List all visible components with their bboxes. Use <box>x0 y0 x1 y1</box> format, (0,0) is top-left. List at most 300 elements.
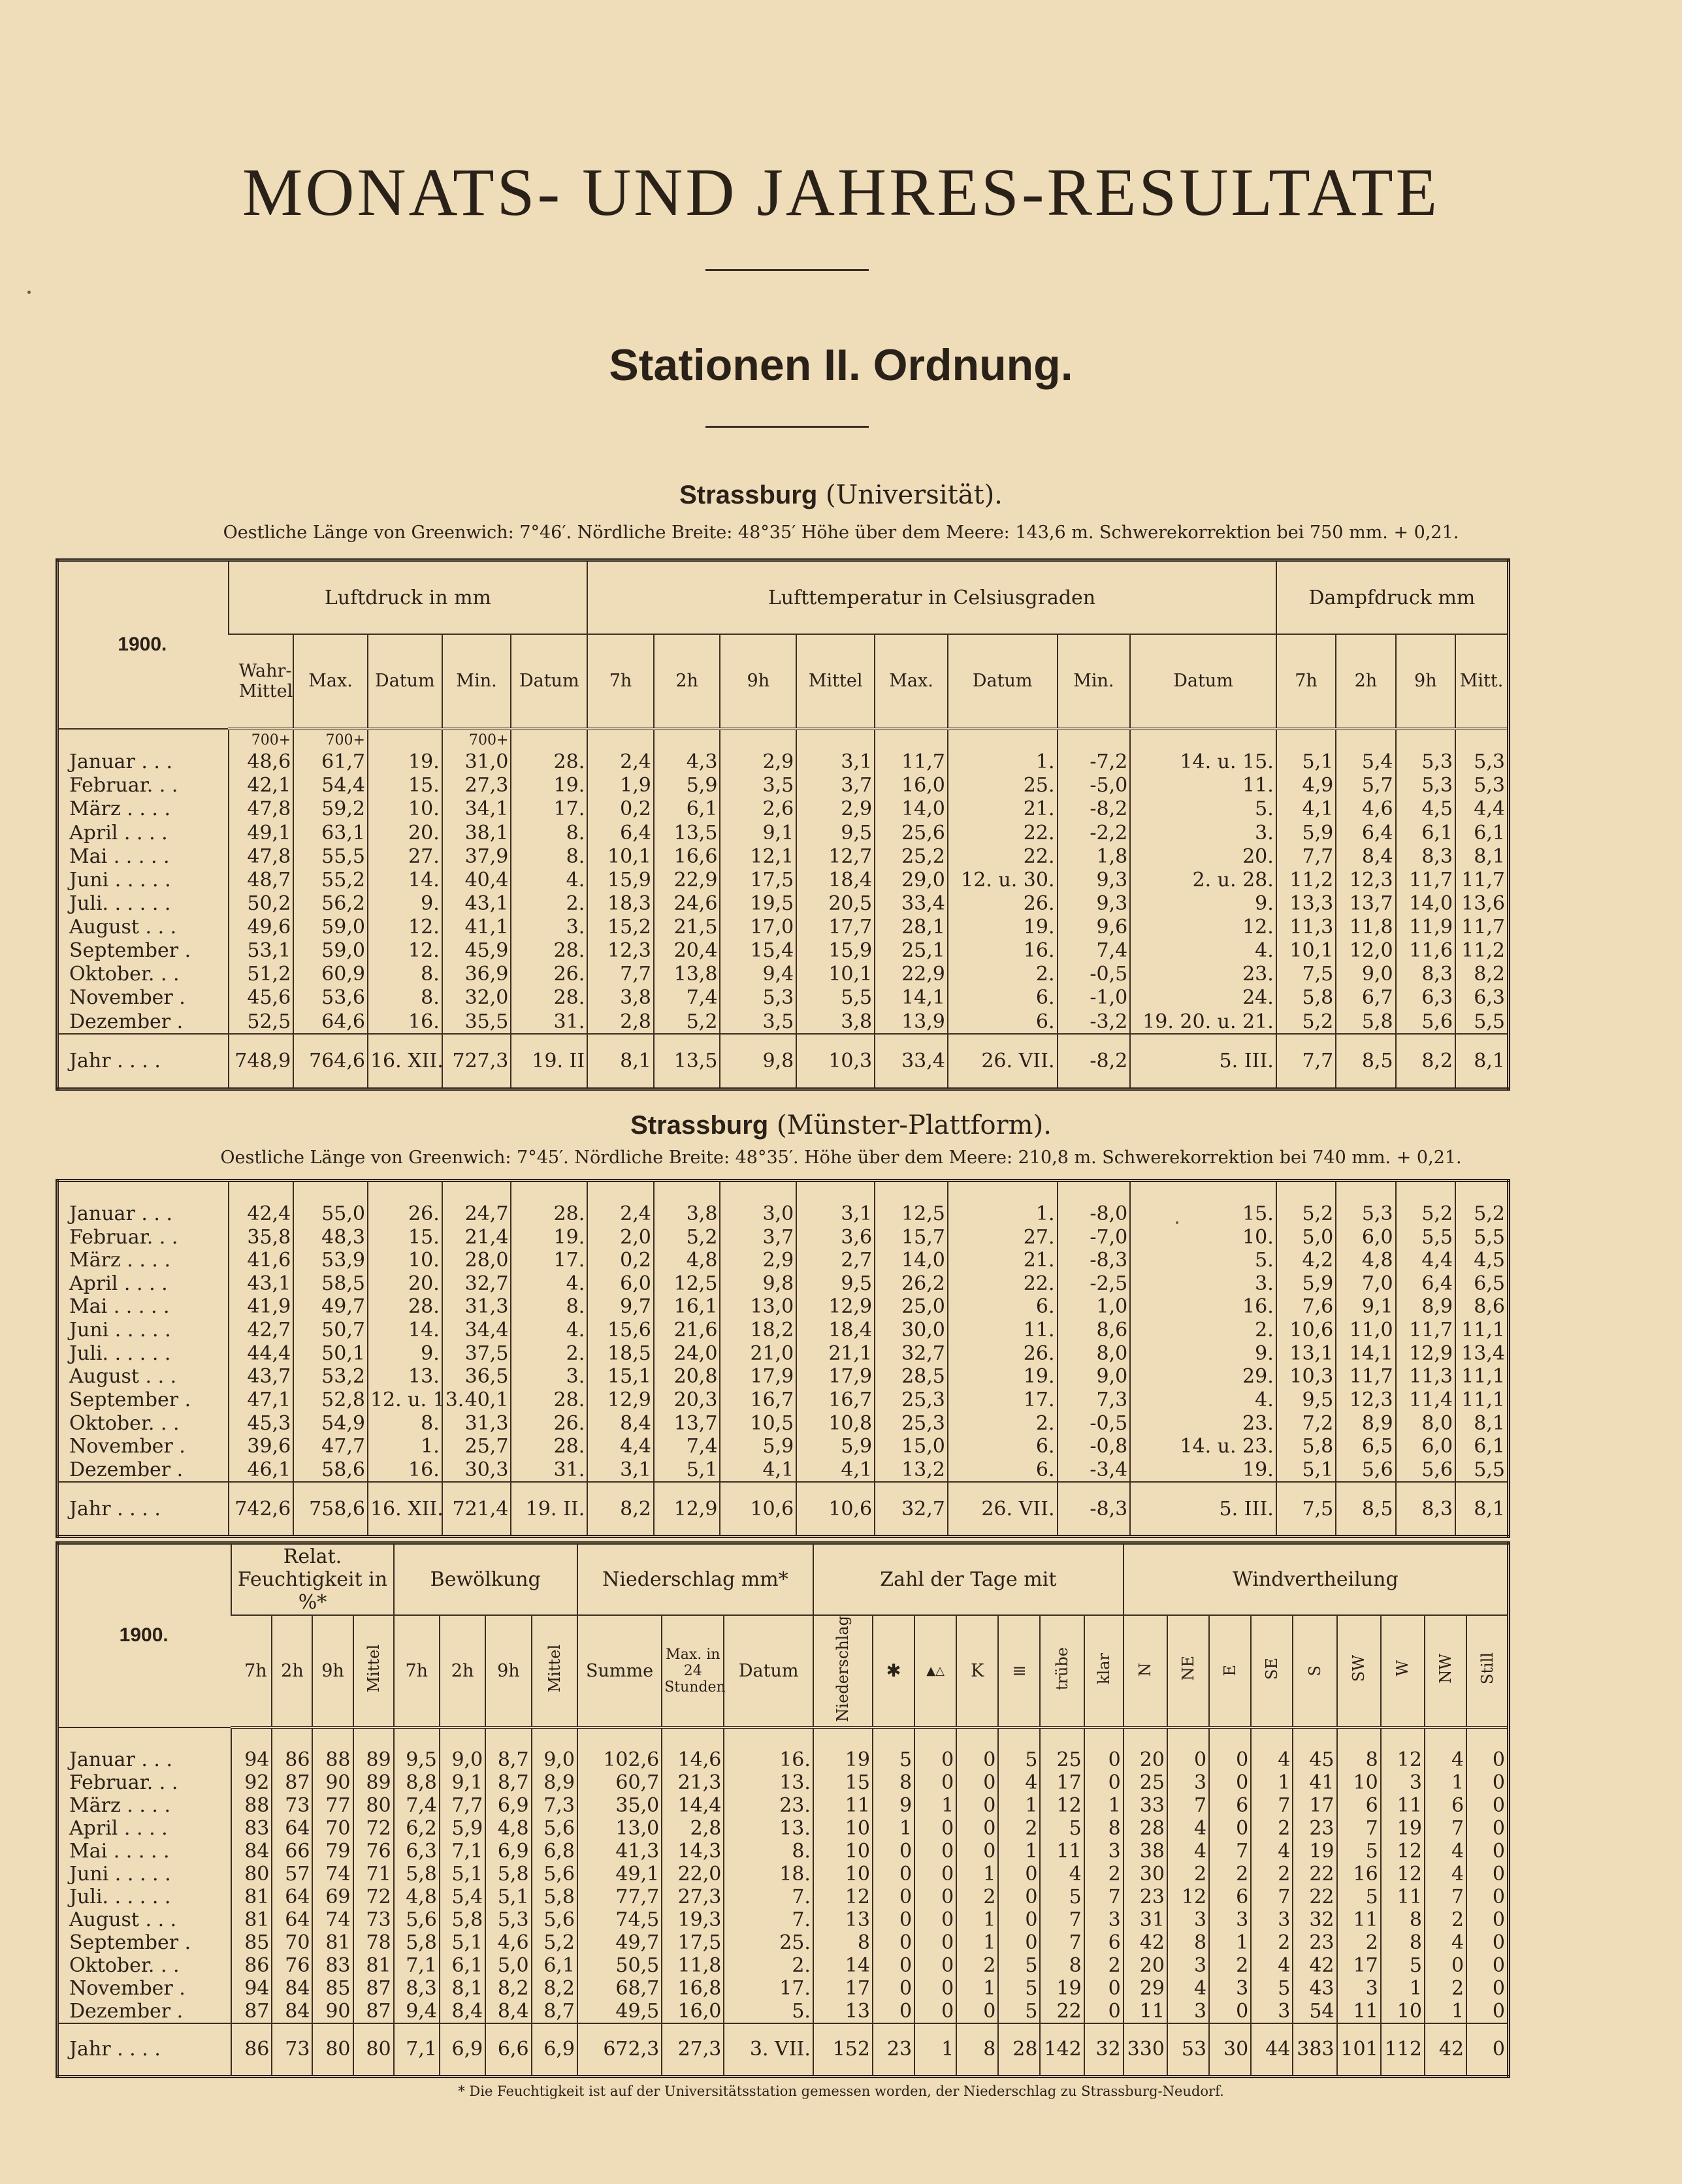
table-cell: 17 <box>813 1977 873 2000</box>
table-cell: 4,8 <box>654 1249 720 1272</box>
table-cell: 49,1 <box>229 821 294 844</box>
table-cell: 2 <box>1251 1863 1293 1886</box>
table-cell: 0 <box>1466 1817 1508 1840</box>
table-cell: 0 <box>956 1748 998 1771</box>
table-cell: 11,6 <box>1396 939 1455 963</box>
table-cell: 28. <box>511 939 587 963</box>
table-cell: 6,4 <box>1336 821 1395 844</box>
table-cell: 32,0 <box>442 986 511 1010</box>
table-cell: 14,0 <box>1396 891 1455 915</box>
table-cell: 12 <box>1381 1840 1425 1863</box>
table-cell: 13,6 <box>1455 891 1508 915</box>
table-cell: 1 <box>914 1794 956 1817</box>
table-cell: 49,5 <box>577 2000 662 2023</box>
table-cell: -0,5 <box>1058 963 1131 986</box>
col-max: Max. <box>293 634 368 729</box>
table-cell: 14,0 <box>875 797 948 821</box>
table-cell: 5,3 <box>1455 750 1508 774</box>
table-row <box>57 986 1509 1010</box>
table-cell: 11,7 <box>1396 1319 1455 1342</box>
year-label: 1900. <box>57 560 229 729</box>
table-cell: 13. <box>724 1771 813 1794</box>
table-cell: 26. <box>511 963 587 986</box>
table-cell: 8. <box>368 986 442 1010</box>
table-cell: 17,7 <box>796 916 875 939</box>
month-label: Dezember . <box>69 1999 184 2023</box>
table-row <box>57 1341 1509 1365</box>
table-cell: 4,1 <box>720 1458 796 1483</box>
spacer-row <box>57 1727 1509 1748</box>
table-cell: 5,9 <box>720 1435 796 1458</box>
table-cell: 8,0 <box>1058 1341 1131 1365</box>
table-cell: 13 <box>813 2000 873 2023</box>
table-cell: 4 <box>998 1771 1040 1794</box>
table-cell: 9,4 <box>394 2000 440 2023</box>
table-cell: 5. <box>724 2000 813 2023</box>
table-cell: 9. <box>368 891 442 915</box>
table-cell: 49,7 <box>577 1931 662 1954</box>
header-zahl-der-tage: Zahl der Tage mit <box>813 1543 1124 1615</box>
table-cell: 28. <box>511 750 587 774</box>
table-cell: 81 <box>231 1886 272 1908</box>
table-cell: -2,2 <box>1058 821 1131 844</box>
table-cell: 4 <box>1425 1931 1466 1954</box>
year-total-cell: 0 <box>1466 2023 1508 2077</box>
table-row <box>57 963 1509 986</box>
station-1-location: (Universität). <box>825 480 1003 510</box>
table-row <box>57 1931 1509 1954</box>
col-wind-ne <box>1167 1615 1209 1727</box>
table-cell: 0 <box>998 1908 1040 1931</box>
table-cell: 24,0 <box>654 1341 720 1365</box>
col-7h: 7h <box>394 1615 440 1727</box>
table-cell: 8,3 <box>394 1977 440 2000</box>
year-total-cell: 23 <box>873 2023 914 2077</box>
table-cell: 41,1 <box>442 916 511 939</box>
table-cell: 8. <box>724 1840 813 1863</box>
speck <box>27 291 31 294</box>
table-cell: 6,3 <box>1455 986 1508 1010</box>
table-cell: 28. <box>511 1202 587 1226</box>
year-total-cell: 8,3 <box>1396 1482 1455 1536</box>
col-wind-n <box>1124 1615 1167 1727</box>
table-row <box>57 891 1509 915</box>
table-row <box>57 1817 1509 1840</box>
table-row <box>57 1389 1509 1412</box>
table-cell: -1,0 <box>1058 986 1131 1010</box>
table-cell: 1 <box>1381 1977 1425 2000</box>
table-row <box>57 916 1509 939</box>
table-cell: 5,6 <box>532 1863 577 1886</box>
table-cell: 21,3 <box>662 1771 724 1794</box>
table-cell: 8 <box>873 1771 914 1794</box>
year-total-cell: 8 <box>956 2023 998 2077</box>
table-cell: 22 <box>1293 1863 1336 1886</box>
table-cell: 5,6 <box>532 1817 577 1840</box>
table-cell: 53,9 <box>293 1249 368 1272</box>
table-cell: 14 <box>813 1954 873 1977</box>
table-cell: 0 <box>1084 1977 1124 2000</box>
year-total-cell: 112 <box>1381 2023 1425 2077</box>
table-cell: 7 <box>1251 1886 1293 1908</box>
year-total-cell: 1 <box>914 2023 956 2077</box>
table-cell: 52,5 <box>229 1010 294 1034</box>
table-cell: 24,7 <box>442 1202 511 1226</box>
table-cell: 59,2 <box>293 797 368 821</box>
table-cell: 64 <box>272 1817 312 1840</box>
month-label: Januar . . . <box>69 1202 172 1225</box>
table-cell: 25,0 <box>875 1295 948 1319</box>
table-row <box>57 1411 1509 1435</box>
table-cell: 3 <box>1167 2000 1209 2023</box>
table-cell: 5,8 <box>532 1886 577 1908</box>
table-cell: 5,5 <box>796 986 875 1010</box>
table-row <box>57 1954 1509 1977</box>
year-total-cell: 42 <box>1425 2023 1466 2077</box>
table-cell: 4 <box>1425 1863 1466 1886</box>
table-cell: 11,1 <box>1455 1365 1508 1389</box>
table-cell: 50,2 <box>229 891 294 915</box>
col-wind-sw <box>1337 1615 1381 1727</box>
table-cell: 4 <box>1167 1817 1209 1840</box>
table-cell: 6. <box>948 1010 1058 1034</box>
table-cell: 2. <box>1130 1319 1276 1342</box>
table-cell: 9,6 <box>1058 916 1131 939</box>
fog-icon: ≡ <box>998 1615 1040 1727</box>
table-cell: 5,8 <box>1336 1010 1395 1034</box>
table-cell: 53,1 <box>229 939 294 963</box>
table-cell: 18. <box>724 1863 813 1886</box>
col-9h: 9h <box>312 1615 353 1727</box>
month-label: Juni . . . . . <box>69 868 171 891</box>
header-bewoelkung: Bewölkung <box>394 1543 577 1615</box>
col-klar-label: klar <box>1094 1652 1113 1684</box>
table-cell: 79 <box>312 1840 353 1863</box>
table-cell: 42,1 <box>229 774 294 797</box>
table-cell: 11 <box>813 1794 873 1817</box>
table-cell: 2. <box>724 1954 813 1977</box>
table-cell: 19. <box>511 774 587 797</box>
table-cell: 4,1 <box>1276 797 1336 821</box>
table-cell: 10 <box>813 1840 873 1863</box>
table-cell: 4,6 <box>485 1931 531 1954</box>
table-cell: 5,3 <box>1336 1202 1395 1226</box>
table-cell: 19. <box>1130 1458 1276 1483</box>
table-cell: 4. <box>511 1319 587 1342</box>
table-cell: 8,4 <box>1336 844 1395 868</box>
table-cell: 2,7 <box>796 1249 875 1272</box>
thunderstorm-icon: K <box>956 1615 998 1727</box>
table-cell: 7,1 <box>440 1840 485 1863</box>
table-cell: 0 <box>873 1954 914 1977</box>
table-cell: 31,0 <box>442 750 511 774</box>
table-cell: 17. <box>511 1249 587 1272</box>
table-cell: 70 <box>312 1817 353 1840</box>
table-cell: 4,9 <box>1276 774 1336 797</box>
table-cell: 2,9 <box>720 750 796 774</box>
table-cell: 83 <box>312 1954 353 1977</box>
table-cell: 63,1 <box>293 821 368 844</box>
table-cell: 5,6 <box>1396 1458 1455 1483</box>
table-cell: 8 <box>1040 1954 1084 1977</box>
table-cell: 50,1 <box>293 1341 368 1365</box>
year-total-cell: 8,5 <box>1336 1034 1395 1089</box>
table-cell: 14,1 <box>1336 1341 1395 1365</box>
table-cell: 37,9 <box>442 844 511 868</box>
year-total-label: Jahr . . . . <box>57 1034 229 1089</box>
table-cell: 11,8 <box>662 1954 724 1977</box>
table-cell: 12. <box>368 916 442 939</box>
table-cell: 23. <box>1130 963 1276 986</box>
table-cell: 0 <box>1466 1886 1508 1908</box>
table-cell: 13,4 <box>1455 1341 1508 1365</box>
month-label: September . <box>69 1931 191 1954</box>
table-row <box>57 939 1509 963</box>
table-cell: 70 <box>272 1931 312 1954</box>
table-cell: 19. <box>948 1365 1058 1389</box>
table-cell: 25,6 <box>875 821 948 844</box>
table-cell: 9,3 <box>1058 868 1131 891</box>
table-cell: 78 <box>353 1931 394 1954</box>
table-cell: 38,1 <box>442 821 511 844</box>
station-2-location: (Münster-Plattform). <box>776 1110 1052 1140</box>
header-luftdruck: Luftdruck in mm <box>229 560 588 635</box>
table-cell: 19 <box>813 1748 873 1771</box>
table-cell: 0 <box>1209 1817 1251 1840</box>
col-wind-nw <box>1425 1615 1466 1727</box>
table-cell: 12 <box>1040 1794 1084 1817</box>
table-cell: 3,5 <box>720 1010 796 1034</box>
year-total-cell: 10,6 <box>796 1482 875 1536</box>
table-cell: 53,6 <box>293 986 368 1010</box>
table-cell: 4 <box>1425 1748 1466 1771</box>
table-row <box>57 2000 1509 2023</box>
table-cell: 42,4 <box>229 1202 294 1226</box>
table-cell: 6,1 <box>654 797 720 821</box>
table-cell: 20 <box>1124 1954 1167 1977</box>
table-cell: 4 <box>1040 1863 1084 1886</box>
table-cell: 25. <box>724 1931 813 1954</box>
year-total-cell: 19. II <box>511 1034 587 1089</box>
table-cell: 9,5 <box>394 1748 440 1771</box>
table-row <box>57 1908 1509 1931</box>
table-cell: 0 <box>1466 2000 1508 2023</box>
table-cell: 10,3 <box>1276 1365 1336 1389</box>
table-cell: 1 <box>873 1817 914 1840</box>
table-cell: 0,2 <box>587 1249 654 1272</box>
table-cell: 24. <box>1130 986 1276 1010</box>
table-humidity-precip-wind <box>56 1541 1510 2078</box>
table-cell: 0 <box>998 1886 1040 1908</box>
table-cell: 4,4 <box>1396 1249 1455 1272</box>
year-total-label: Jahr . . . . <box>57 2023 232 2077</box>
table-cell: 5 <box>998 2000 1040 2023</box>
year-total-cell: 672,3 <box>577 2023 662 2077</box>
table-cell: 12,0 <box>1336 939 1395 963</box>
table-cell: 45 <box>1293 1748 1336 1771</box>
table-cell: 8 <box>1084 1817 1124 1840</box>
table-cell: 8,0 <box>1396 1411 1455 1435</box>
table-cell: 11,3 <box>1276 916 1336 939</box>
table-cell: 1 <box>956 1931 998 1954</box>
year-total-cell: 30 <box>1209 2023 1251 2077</box>
table-cell: 29 <box>1124 1977 1167 2000</box>
col-7h: 7h <box>587 634 654 729</box>
table-cell: 12. <box>1130 916 1276 939</box>
table-cell: 0 <box>873 1886 914 1908</box>
table-cell: 11,1 <box>1455 1319 1508 1342</box>
table-cell: 80 <box>353 1794 394 1817</box>
table-cell: 5,3 <box>485 1908 531 1931</box>
table-cell: 19,5 <box>720 891 796 915</box>
table-cell: 43 <box>1293 1977 1336 2000</box>
table-cell: 7,7 <box>587 963 654 986</box>
month-label: Mai . . . . . <box>69 1295 170 1319</box>
table-cell: 88 <box>312 1748 353 1771</box>
table-cell: 19 <box>1040 1977 1084 2000</box>
table-cell: 47,8 <box>229 797 294 821</box>
table-cell: 22. <box>948 821 1058 844</box>
table-cell: 7,7 <box>440 1794 485 1817</box>
table-cell: 9,5 <box>796 821 875 844</box>
table-cell: 14,3 <box>662 1840 724 1863</box>
table-cell: 72 <box>353 1817 394 1840</box>
table-cell: 8,3 <box>1396 844 1455 868</box>
table-cell: 25,3 <box>875 1411 948 1435</box>
table-cell: 84 <box>272 1977 312 2000</box>
month-label: Juli. . . . . . <box>69 1885 171 1908</box>
year-total-cell: 330 <box>1124 2023 1167 2077</box>
wind-dir-label: S <box>1305 1665 1324 1677</box>
col-datum: Datum <box>511 634 587 729</box>
table-cell: 23. <box>724 1794 813 1817</box>
col-mittel <box>532 1615 577 1727</box>
wind-dir-label: W <box>1393 1660 1412 1677</box>
table-cell: 0 <box>956 2000 998 2023</box>
table-cell: 15. <box>368 774 442 797</box>
table-cell: 45,6 <box>229 986 294 1010</box>
table-cell: 8,6 <box>1455 1295 1508 1319</box>
table-cell: 8 <box>1167 1931 1209 1954</box>
table-cell: 23 <box>1293 1931 1336 1954</box>
col-datum: Datum <box>368 634 442 729</box>
table-cell: 0 <box>1466 1771 1508 1794</box>
year-total-cell: 5. III. <box>1130 1482 1276 1536</box>
col-mittel: Mittel <box>796 634 875 729</box>
table-cell: 36,9 <box>442 963 511 986</box>
table-cell: 19 <box>1293 1840 1336 1863</box>
table-cell: 6,7 <box>1336 986 1395 1010</box>
table-cell: 30,3 <box>442 1458 511 1483</box>
table-cell: 74,5 <box>577 1908 662 1931</box>
table-cell: 56,2 <box>293 891 368 915</box>
table-cell: 1 <box>956 1908 998 1931</box>
table-cell: 1. <box>948 750 1058 774</box>
table-cell: 5,3 <box>1396 774 1455 797</box>
subtitle-rule <box>705 426 869 428</box>
table-row <box>57 1435 1509 1458</box>
table-cell: 0 <box>1466 1794 1508 1817</box>
table-cell: 10. <box>368 797 442 821</box>
table-cell: 73 <box>272 1794 312 1817</box>
table-row <box>57 821 1509 844</box>
table-cell: 4,5 <box>1455 1249 1508 1272</box>
table-cell: 42 <box>1293 1954 1336 1977</box>
col-datum: Datum <box>948 634 1058 729</box>
table-cell: 6,9 <box>485 1840 531 1863</box>
table-cell: 102,6 <box>577 1748 662 1771</box>
table-cell: 23. <box>1130 1411 1276 1435</box>
table-cell: 87 <box>272 1771 312 1794</box>
table-cell: 0 <box>914 2000 956 2023</box>
table-cell: -0,5 <box>1058 1411 1131 1435</box>
table-cell: 0 <box>1167 1748 1209 1771</box>
table-cell: 49,6 <box>229 916 294 939</box>
table-cell: 0 <box>956 1840 998 1863</box>
table-cell: 12,3 <box>587 939 654 963</box>
table-cell: 4. <box>511 1272 587 1296</box>
table-cell: 87 <box>353 1977 394 2000</box>
month-label: April . . . . <box>69 821 168 844</box>
table-cell: 16,0 <box>662 2000 724 2023</box>
wind-dir-label: Still <box>1478 1652 1496 1685</box>
table-cell: 26. <box>948 1341 1058 1365</box>
table-cell: 41,9 <box>229 1295 294 1319</box>
table-cell: 59,0 <box>293 916 368 939</box>
table-cell: 9,1 <box>720 821 796 844</box>
table-cell: 22. <box>948 844 1058 868</box>
year-total-cell: 6,9 <box>440 2023 485 2077</box>
table-cell: 3. <box>1130 821 1276 844</box>
table-cell: 64,6 <box>293 1010 368 1034</box>
table-cell: 28. <box>511 1389 587 1412</box>
table-row <box>57 750 1509 774</box>
table-cell: 72 <box>353 1886 394 1908</box>
table-cell: -8,3 <box>1058 1249 1131 1272</box>
year-total-cell: 5. III. <box>1130 1034 1276 1089</box>
month-label: Februar. . . <box>69 1225 178 1249</box>
table-cell: 27. <box>368 844 442 868</box>
table-cell: 5,9 <box>1276 821 1336 844</box>
table-cell: 11. <box>1130 774 1276 797</box>
table-cell: 81 <box>353 1954 394 1977</box>
table-cell: 14,6 <box>662 1748 724 1771</box>
table-cell: 13. <box>368 1365 442 1389</box>
table-cell: 6,5 <box>1455 1272 1508 1296</box>
table-cell: 81 <box>312 1931 353 1954</box>
table-cell: 71 <box>353 1863 394 1886</box>
table-cell: 5,2 <box>532 1931 577 1954</box>
table-cell: 58,6 <box>293 1458 368 1483</box>
table-cell: 5,1 <box>1276 750 1336 774</box>
table-cell: 1 <box>1084 1794 1124 1817</box>
table-cell: 2. <box>948 1411 1058 1435</box>
table-cell: -2,5 <box>1058 1272 1131 1296</box>
month-label: Mai . . . . . <box>69 1839 170 1863</box>
table-cell: 0 <box>956 1794 998 1817</box>
table-cell: 17. <box>511 797 587 821</box>
table-cell: 3,8 <box>654 1202 720 1226</box>
footnote: * Die Feuchtigkeit ist auf der Universitätsstation gemessen worden, der Niederschlag zu Strassburg-Neudorf. <box>458 2083 1224 2099</box>
table-cell: 14,4 <box>662 1794 724 1817</box>
table-cell: 92 <box>231 1771 272 1794</box>
table-cell: 20,4 <box>654 939 720 963</box>
snow-icon: ✱ <box>873 1615 914 1727</box>
table-cell: 16. <box>368 1010 442 1034</box>
table-cell: 16,7 <box>720 1389 796 1412</box>
table-cell: 4,8 <box>394 1886 440 1908</box>
table-cell: 33,4 <box>875 891 948 915</box>
